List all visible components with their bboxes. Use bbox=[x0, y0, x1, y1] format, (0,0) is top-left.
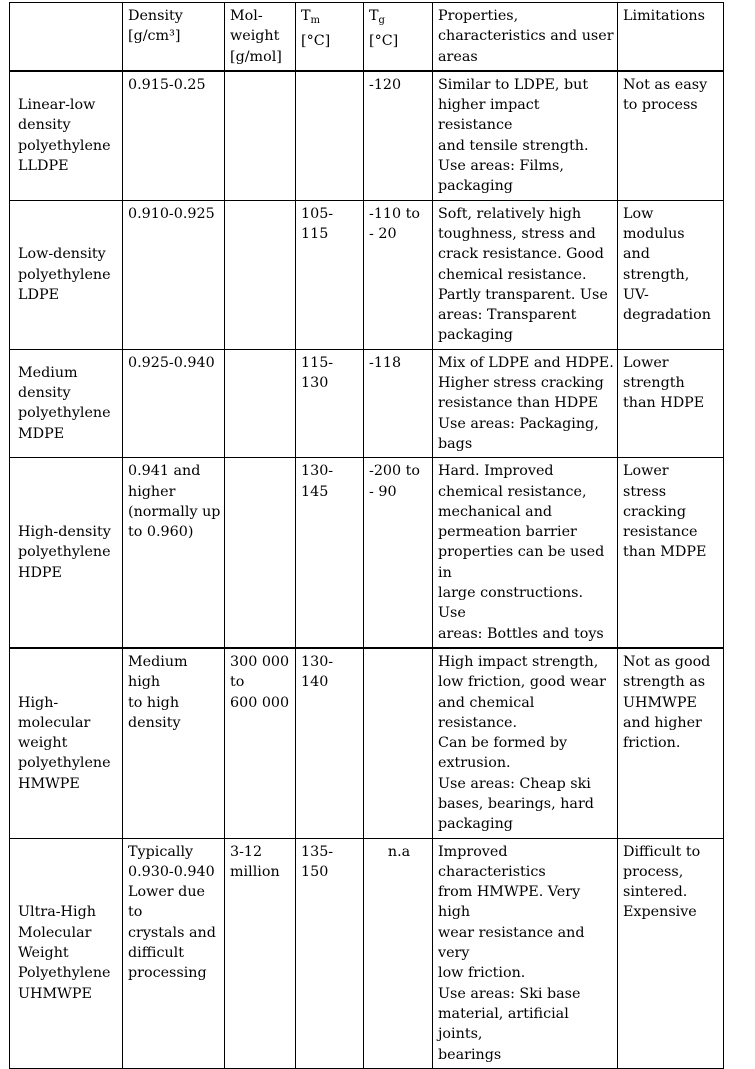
table-row bbox=[10, 71, 724, 200]
row-tg: n.a bbox=[364, 838, 433, 1068]
row-tm bbox=[296, 71, 364, 200]
row-mol-weight: 300 000 to 600 000 bbox=[225, 648, 296, 838]
row-properties: Mix of LDPE and HDPE. Higher stress cracking resistance than HDPE Use areas: Packaging, bags bbox=[433, 349, 618, 457]
header-tg bbox=[364, 3, 433, 71]
row-limitations: Lower stress cracking resistance than MDPE bbox=[618, 458, 724, 648]
row-properties: Soft, relatively high toughness, stress and crack resistance. Good chemical resistance. Partly transparent. Use areas: Transparent packaging bbox=[433, 200, 618, 349]
row-limitations: Not as easy to process bbox=[618, 71, 724, 200]
row-limitations: Difficult to process, sintered. Expensive bbox=[618, 838, 724, 1068]
row-tg bbox=[364, 648, 433, 838]
header-mol-weight: Mol- weight [g/mol] bbox=[225, 3, 296, 71]
header-row bbox=[10, 3, 724, 71]
polyethylene-properties-table bbox=[9, 2, 724, 1069]
row-tm: 135-150 bbox=[296, 838, 364, 1068]
table-row bbox=[10, 200, 724, 349]
row-material-name: High-density polyethylene HDPE bbox=[10, 458, 123, 648]
header-density: Density [g/cm³] bbox=[123, 3, 225, 71]
row-mol-weight bbox=[225, 458, 296, 648]
table-row bbox=[10, 349, 724, 457]
header-limitations: Limitations bbox=[618, 3, 724, 71]
row-tm: 105-115 bbox=[296, 200, 364, 349]
row-limitations: Not as good strength as UHMWPE and higher friction. bbox=[618, 648, 724, 838]
row-density: 0.925-0.940 bbox=[123, 349, 225, 457]
row-material-name: High-molecular weight polyethylene HMWPE bbox=[10, 648, 123, 838]
row-density: 0.915-0.25 bbox=[123, 71, 225, 200]
row-tm: 130-145 bbox=[296, 458, 364, 648]
header-tg-subscript: g bbox=[378, 15, 385, 26]
row-properties: Improved characteristics from HMWPE. Very high wear resistance and very low friction. Use areas: Ski base material, artificial joints, bearings bbox=[433, 838, 618, 1068]
table-row bbox=[10, 458, 724, 648]
header-tg-symbol: T bbox=[369, 8, 379, 24]
row-material-name: Ultra-High Molecular Weight Polyethylene UHMWPE bbox=[10, 838, 123, 1068]
row-mol-weight bbox=[225, 71, 296, 200]
row-density: Medium high to high density bbox=[123, 648, 225, 838]
row-tg: -200 to - 90 bbox=[364, 458, 433, 648]
row-density: 0.941 and higher (normally up to 0.960) bbox=[123, 458, 225, 648]
header-tm-subscript: m bbox=[310, 15, 321, 26]
row-limitations: Lower strength than HDPE bbox=[618, 349, 724, 457]
row-tm: 130-140 bbox=[296, 648, 364, 838]
row-material-name: Low-density polyethylene LDPE bbox=[10, 200, 123, 349]
row-properties: Similar to LDPE, but higher impact resistance and tensile strength. Use areas: Films, packaging bbox=[433, 71, 618, 200]
row-limitations: Low modulus and strength, UV- degradation bbox=[618, 200, 724, 349]
header-tg-unit: [°C] bbox=[369, 33, 399, 50]
row-material-name: Medium density polyethylene MDPE bbox=[10, 349, 123, 457]
row-tg: -120 bbox=[364, 71, 433, 200]
row-properties: High impact strength, low friction, good wear and chemical resistance. Can be formed by extrusion. Use areas: Cheap ski bases, bearings, hard packaging bbox=[433, 648, 618, 838]
header-properties: Properties, characteristics and user areas bbox=[433, 3, 618, 71]
table-row bbox=[10, 838, 724, 1068]
header-name bbox=[10, 3, 123, 71]
row-density: Typically 0.930-0.940 Lower due to crystals and difficult processing bbox=[123, 838, 225, 1068]
row-mol-weight bbox=[225, 349, 296, 457]
row-material-name: Linear-low density polyethylene LLDPE bbox=[10, 71, 123, 200]
row-tg: -118 bbox=[364, 349, 433, 457]
table-row bbox=[10, 648, 724, 838]
row-tm: 115-130 bbox=[296, 349, 364, 457]
row-properties: Hard. Improved chemical resistance, mechanical and permeation barrier properties can be used in large constructions. Use areas: Bottles and toys bbox=[433, 458, 618, 648]
row-tg: -110 to - 20 bbox=[364, 200, 433, 349]
row-mol-weight bbox=[225, 200, 296, 349]
header-tm-unit: [°C] bbox=[301, 33, 331, 50]
header-tm-symbol: T bbox=[301, 8, 311, 24]
header-tm bbox=[296, 3, 364, 71]
row-mol-weight: 3-12 million bbox=[225, 838, 296, 1068]
row-density: 0.910-0.925 bbox=[123, 200, 225, 349]
